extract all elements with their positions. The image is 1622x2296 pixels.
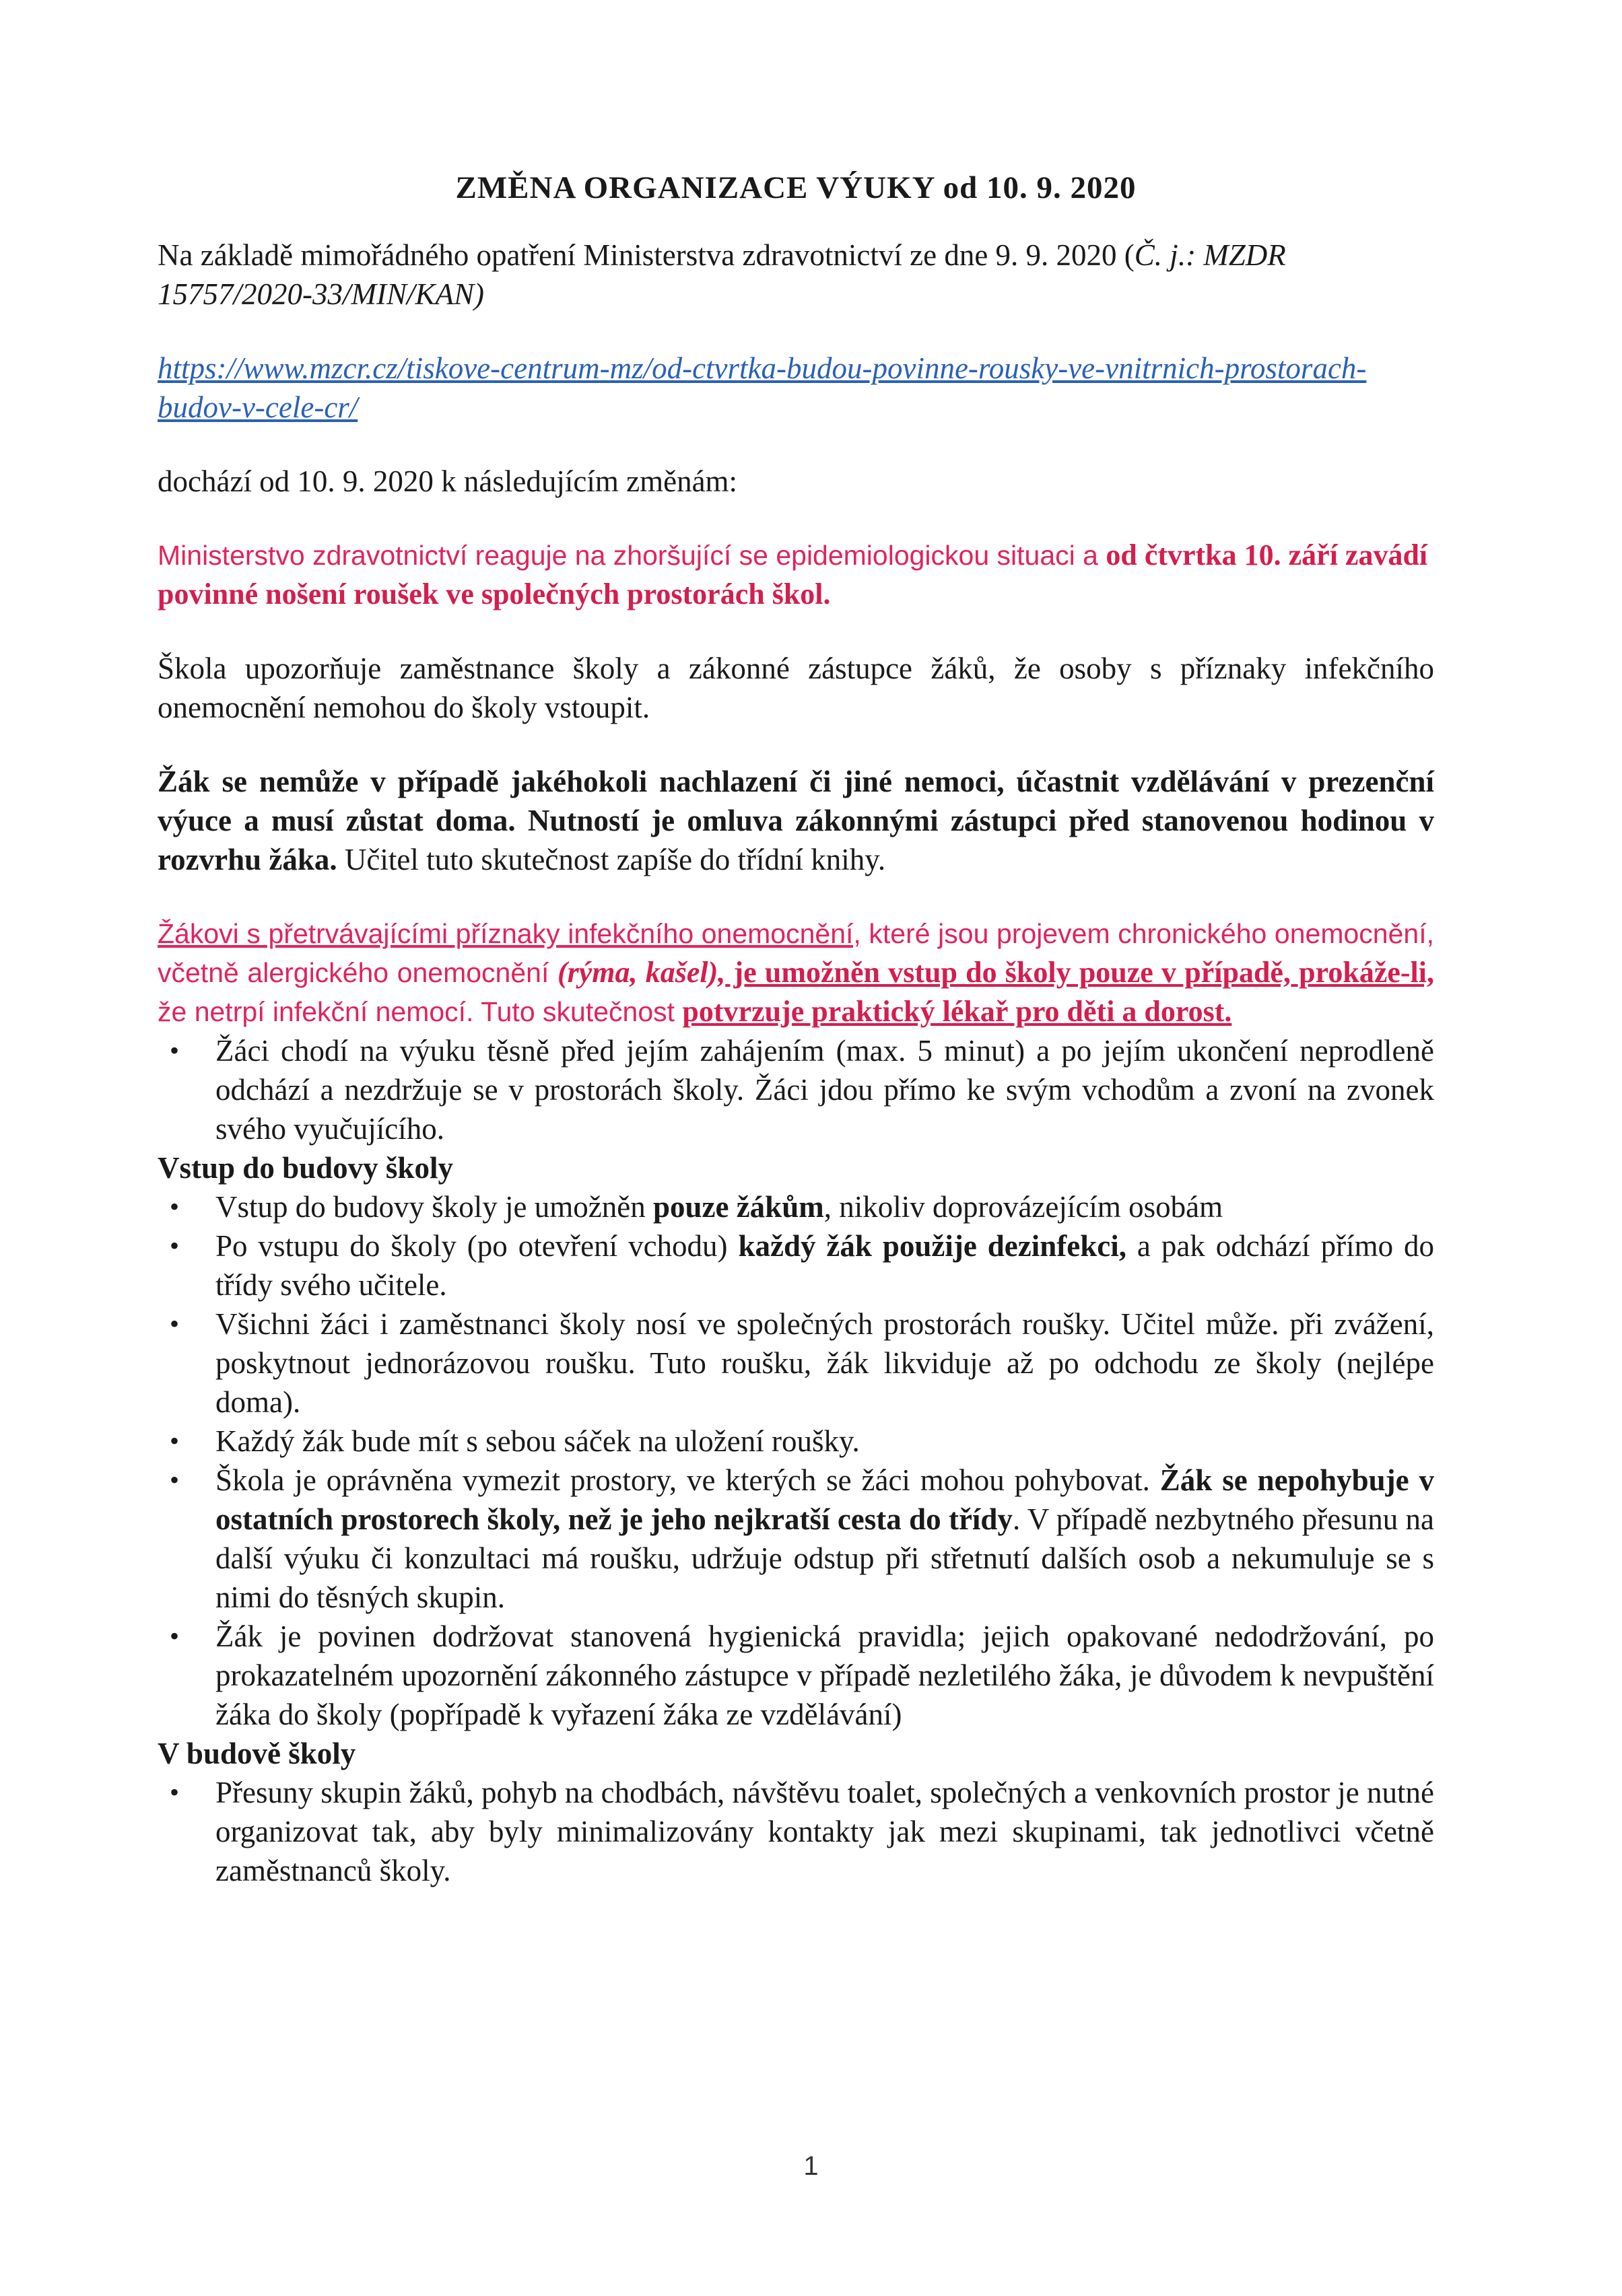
list-item-text: Přesuny skupin žáků, pohyb na chodbách, návštěvu toalet, společných a venkovních prostor je nutné organizovat tak, aby byly minimalizovány kontakty jak mezi skupinami, tak jednotlivci včetně zaměstnanců školy.	[215, 1776, 1434, 1887]
illness-rule-bold-1: Žák se nemůže v případě jakéhokoli nachlazení či jiné nemoci, účastnit vzdělávání v prezenční výuce a musí zůstat doma.	[158, 765, 1434, 837]
document-title: ZMĚNA ORGANIZACE VÝUKY od 10. 9. 2020	[455, 170, 1137, 205]
arrival-list	[158, 1031, 1434, 1148]
list-item	[158, 1617, 1434, 1734]
document-body	[158, 168, 1434, 1890]
chronic-notice-part-6: potvrzuje praktický lékař pro děti a dorost.	[682, 995, 1232, 1028]
list-item	[158, 1461, 1434, 1617]
list-item-text: Po vstupu do školy (po otevření vchodu)	[215, 1229, 739, 1263]
list-item-text: Každý žák bude mít s sebou sáček na uložení roušky.	[215, 1424, 860, 1458]
intro-reference: Č. j.: MZDR 15757/2020-33/MIN/KAN)	[158, 238, 1286, 311]
illness-rule-bold-2: Nutností je omluva zákonnými zástupci před stanovenou hodinou v rozvrhu žáka.	[158, 804, 1434, 876]
illness-rule	[158, 762, 1434, 879]
list-item-text: Škola je oprávněna vymezit prostory, ve kterých se žáci mohou pohybovat.	[215, 1463, 1160, 1497]
entry-section-list	[158, 1187, 1434, 1734]
ministry-notice-text: Ministerstvo zdravotnictví reaguje na zhoršující se epidemiologickou situaci a	[158, 540, 1106, 571]
list-item-text: Vstup do budovy školy je umožněn	[215, 1190, 653, 1224]
list-item-text: Žák je povinen dodržovat stanovená hygienická pravidla; jejich opakované nedodržování, po prokazatelném upozornění zákonného zástupce v případě nezletilého žáka, je důvodem k nevpuštění žáka do školy (popřípadě k vyřazení žáka ze vzdělávání)	[215, 1620, 1434, 1731]
ministry-notice	[158, 536, 1434, 614]
list-item-bold: každý žák použije dezinfekci,	[738, 1229, 1126, 1263]
list-item-text: . V případě nezbytného přesunu na další výuku či konzultaci má roušku, udržuje odstup při střetnutí dalších osob a nekumuluje se s nimi do těsných skupin.	[215, 1502, 1435, 1614]
list-item-bold: Žák se nepohybuje v ostatních prostorech školy, než je jeho nejkratší cesta do třídy	[215, 1463, 1434, 1536]
list-item-text: , nikoliv doprovázejícím osobám	[823, 1190, 1223, 1224]
arrival-bullet-text: Žáci chodí na výuku těsně před jejím zahájením (max. 5 minut) a po jejím ukončení neprodleně odchází a nezdržuje se v prostorách školy. Žáci jdou přímo ke svým vchodům a zvoní na zvonek svého vyučujícího.	[215, 1034, 1434, 1146]
building-section-list	[158, 1773, 1434, 1890]
chronic-notice-part-5: že netrpí infekční nemocí. Tuto skutečnost	[158, 996, 683, 1027]
changes-intro: dochází od 10. 9. 2020 k následujícím změnám:	[158, 464, 738, 498]
intro-text: Na základě mimořádného opatření Ministerstva zdravotnictví ze dne 9. 9. 2020 (	[158, 238, 1135, 272]
ministry-notice-bold: od čtvrtka 10. září zavádí povinné nošení roušek ve společných prostorách škol.	[158, 538, 1428, 611]
chronic-notice-part-2: které jsou projevem chronického onemocnění, včetně alergického onemocnění	[158, 918, 1434, 988]
chronic-notice-part-3: (rýma, kašel),	[557, 956, 726, 989]
intro-paragraph	[158, 236, 1434, 314]
link-paragraph	[158, 349, 1434, 427]
list-item-bold: pouze žákům	[652, 1190, 824, 1224]
page-number: 1	[803, 2151, 819, 2181]
list-item	[158, 1031, 1434, 1148]
chronic-notice-part-1: Žákovi s přetrvávajícími příznaky infekčního onemocnění,	[158, 918, 861, 949]
illness-rule-plain: Učitel tuto skutečnost zapíše do třídní knihy.	[337, 843, 886, 876]
list-item	[158, 1304, 1434, 1422]
entry-section-heading: Vstup do budovy školy	[158, 1151, 453, 1185]
list-item	[158, 1422, 1434, 1461]
ministry-article-link[interactable]: https://www.mzcr.cz/tiskove-centrum-mz/od-ctvrtka-budou-povinne-rousky-ve-vnitrnich-prostorach-budov-v-cele-cr/	[158, 351, 1367, 424]
chronic-notice	[158, 914, 1434, 1031]
list-item-text: a pak odchází přímo do třídy svého učitele.	[215, 1229, 1435, 1302]
chronic-notice-part-4: je umožněn vstup do školy pouze v případě, prokáže-li,	[725, 956, 1435, 989]
building-section-heading: V budově školy	[158, 1737, 356, 1770]
school-warning: Škola upozorňuje zaměstnance školy a zákonné zástupce žáků, že osoby s příznaky infekčního onemocnění nemohou do školy vstoupit.	[158, 652, 1434, 724]
list-item	[158, 1773, 1434, 1890]
list-item	[158, 1226, 1434, 1304]
list-item-text: Všichni žáci i zaměstnanci školy nosí ve společných prostorách roušky. Učitel může. při zvážení, poskytnout jednorázovou roušku. Tuto roušku, žák likviduje až po odchodu ze školy (nejlépe doma).	[215, 1307, 1434, 1419]
list-item	[158, 1187, 1434, 1226]
